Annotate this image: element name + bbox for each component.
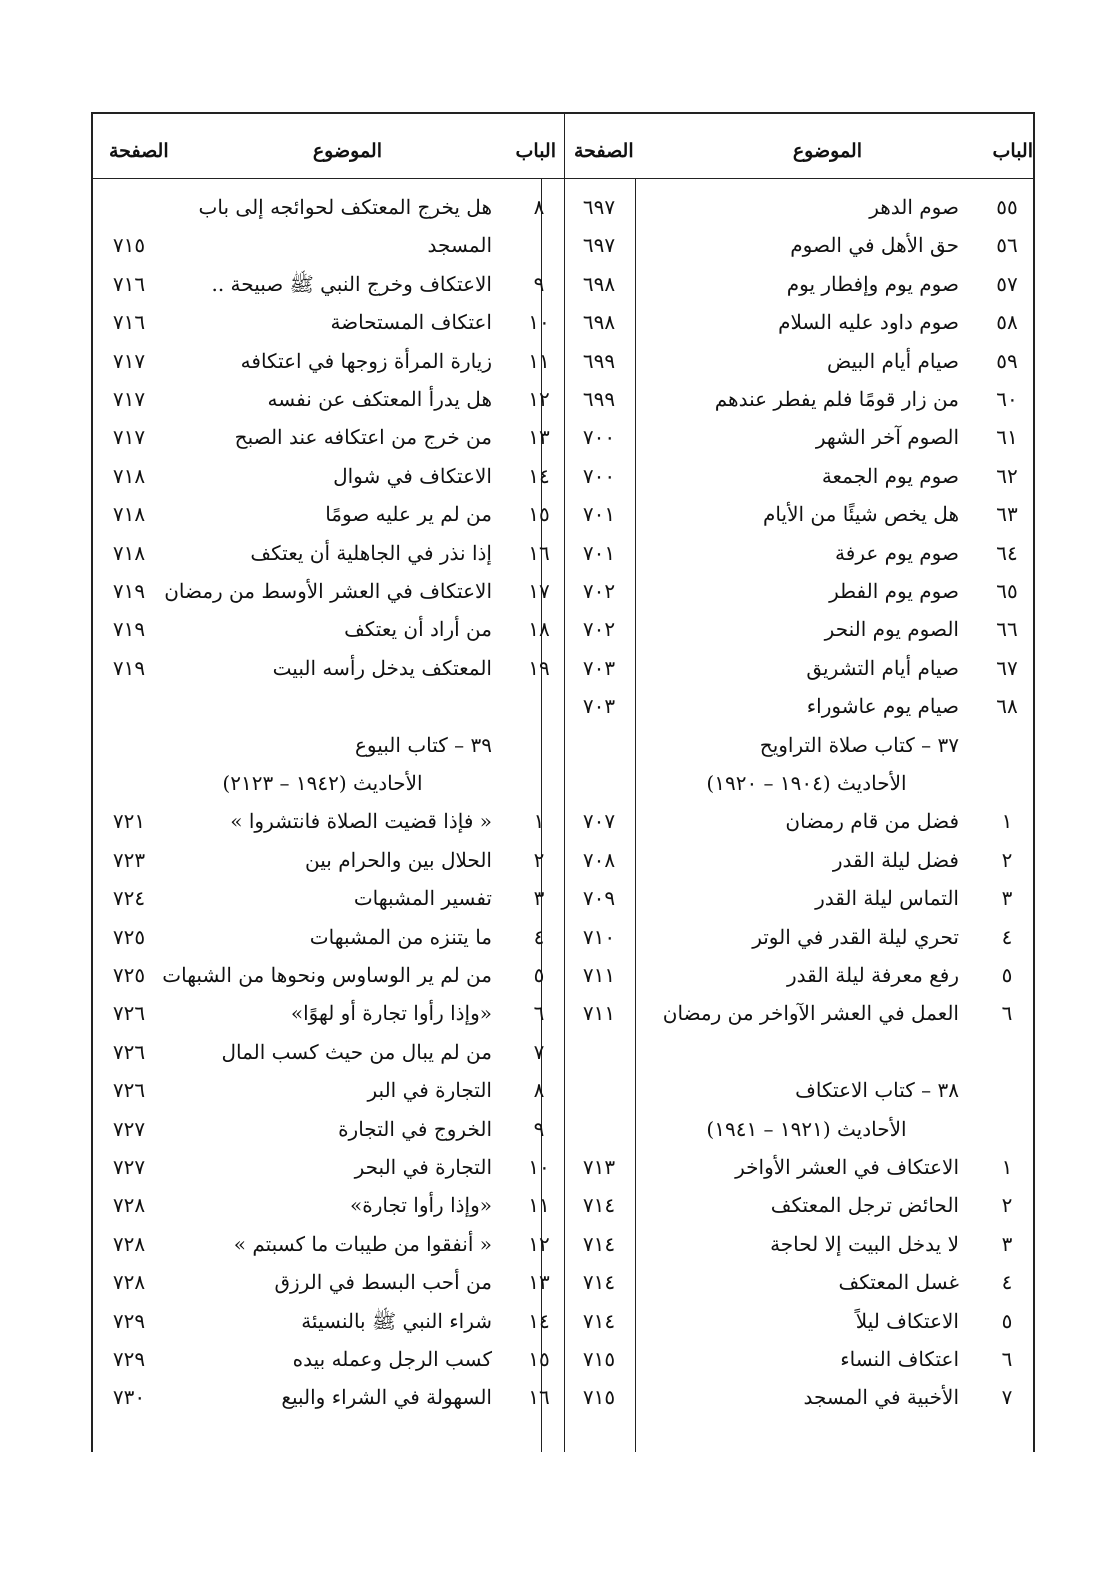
topic-title: الحائض ترجل المعتكف xyxy=(770,1193,959,1218)
hadith-range: الأحاديث (١٩٤٢ – ٢١٢٣) xyxy=(222,771,423,795)
chapter-number: ٥ xyxy=(1001,1308,1013,1333)
page-number: ٧٢٣ xyxy=(112,847,146,872)
chapter-number: ١٠ xyxy=(528,1155,550,1179)
topic-title: صيام يوم عاشوراء xyxy=(806,694,959,719)
topic-title: من لم يبال من حيث كسب المال xyxy=(221,1039,492,1064)
topic-title: الاعتكاف في شوال xyxy=(333,463,492,488)
index-entry-row xyxy=(93,380,564,418)
index-entry-row xyxy=(564,956,1037,994)
topic-title: صوم يوم الفطر xyxy=(829,579,959,603)
topic-title: التماس ليلة القدر xyxy=(815,886,959,911)
page-number: ٧١٧ xyxy=(112,348,146,373)
page-number: ٧١٤ xyxy=(582,1193,616,1218)
index-entry-row xyxy=(93,918,564,956)
topic-title: تفسير المشبهات xyxy=(353,886,492,911)
chapter-number: ٩ xyxy=(533,1116,545,1141)
topic-title: هل يخرج المعتكف لحوائجه إلى باب xyxy=(198,195,492,219)
index-entry-row xyxy=(93,841,564,879)
chapter-number: ٦ xyxy=(1001,1347,1013,1371)
chapter-number: ٦٠ xyxy=(996,387,1018,411)
page-number: ٧١١ xyxy=(582,963,616,987)
index-table xyxy=(91,112,1035,1452)
index-entry-row xyxy=(93,188,564,226)
chapter-number: ٦٦ xyxy=(996,617,1018,642)
index-entry-row xyxy=(93,457,564,495)
chapter-number: ١٢ xyxy=(528,387,550,411)
chapter-number: ١ xyxy=(1001,809,1013,834)
index-entry-row xyxy=(93,495,564,533)
header-chapter-left: الباب xyxy=(515,140,556,162)
index-entry-row xyxy=(564,1340,1037,1378)
topic-title: صيام أيام البيض xyxy=(826,348,959,373)
index-entry-row xyxy=(564,649,1037,687)
page-number: ٧٢٤ xyxy=(112,886,146,911)
index-entry-row xyxy=(564,610,1037,648)
chapter-number: ١٣ xyxy=(528,425,550,450)
page-number: ٧٠٠ xyxy=(582,425,616,450)
chapter-number: ١٤ xyxy=(528,463,550,488)
page-number: ٧٠٧ xyxy=(582,809,616,834)
page-number: ٧١٦ xyxy=(112,310,146,335)
page-number: ٧٠٨ xyxy=(582,847,616,872)
topic-title: صوم داود عليه السلام xyxy=(778,310,959,335)
chapter-number: ٢ xyxy=(1001,1193,1013,1218)
hadith-range: الأحاديث (١٩٢١ – ١٩٤١) xyxy=(706,1116,907,1141)
chapter-number: ١٧ xyxy=(528,579,550,603)
page-number: ٦٩٩ xyxy=(582,348,616,373)
topic-title: من خرج من اعتكافه عند الصبح xyxy=(234,425,492,450)
page-number: ٧١٠ xyxy=(582,924,616,949)
topic-title: صوم يوم الجمعة xyxy=(821,463,959,488)
page-number: ٧١٥ xyxy=(582,1385,616,1410)
index-entry-row xyxy=(564,342,1037,380)
page-number: ٧٠٢ xyxy=(582,617,616,642)
index-entry-row xyxy=(93,1110,564,1148)
index-entry-row xyxy=(93,879,564,917)
page-number: ٦٩٧ xyxy=(582,195,616,219)
page-number: ٧٠٣ xyxy=(582,694,616,719)
topic-title: « أنفقوا من طيبات ما كسبتم » xyxy=(233,1231,492,1256)
page-number: ٧١٩ xyxy=(112,579,146,603)
index-entry-row xyxy=(93,610,564,648)
topic-title: المعتكف يدخل رأسه البيت xyxy=(272,655,492,680)
index-entry-row xyxy=(93,1071,564,1109)
page-number: ٧١٦ xyxy=(112,271,146,296)
chapter-number: ١٢ xyxy=(528,1231,550,1256)
chapter-number: ٥٦ xyxy=(996,233,1018,258)
index-entry-row xyxy=(564,1263,1037,1301)
chapter-number: ١٩ xyxy=(528,655,550,680)
topic-title: صوم الدهر xyxy=(869,195,959,219)
index-entry-row xyxy=(93,1225,564,1263)
chapter-number: ٣ xyxy=(533,886,545,911)
chapter-number: ١٥ xyxy=(528,1347,550,1371)
hadith-range: الأحاديث (١٩٠٤ – ١٩٢٠) xyxy=(706,771,907,795)
blank-row xyxy=(93,687,564,725)
hadith-range-row xyxy=(564,1110,1037,1148)
index-entry-row xyxy=(93,1033,564,1071)
page-number: ٧٢٨ xyxy=(112,1270,146,1295)
hadith-range-row xyxy=(564,764,1037,802)
topic-title: اعتكاف المستحاضة xyxy=(330,310,492,335)
topic-title: إذا نذر في الجاهلية أن يعتكف xyxy=(250,540,492,565)
index-entry-row xyxy=(93,1340,564,1378)
index-entry-row xyxy=(564,1302,1037,1340)
page-number: ٧٠٩ xyxy=(582,886,616,911)
index-entry-row xyxy=(564,1148,1037,1186)
topic-title: من أراد أن يعتكف xyxy=(344,617,492,642)
page-number: ٧٢٧ xyxy=(112,1155,146,1179)
chapter-number: ٥٧ xyxy=(996,271,1018,296)
chapter-number: ٢ xyxy=(1001,847,1013,872)
chapter-number: ٥٥ xyxy=(996,195,1018,219)
index-entry-row xyxy=(93,226,564,264)
index-entry-row xyxy=(564,495,1037,533)
index-entry-row xyxy=(93,1186,564,1224)
book-heading-row xyxy=(564,1071,1037,1109)
index-entry-row xyxy=(93,418,564,456)
chapter-number: ١٦ xyxy=(528,540,550,565)
page-number: ٧٢٧ xyxy=(112,1116,146,1141)
chapter-number: ٢ xyxy=(533,847,545,872)
topic-title: الخروج في التجارة xyxy=(338,1116,492,1141)
topic-title: التجارة في البحر xyxy=(354,1155,492,1179)
topic-title: صوم يوم عرفة xyxy=(835,540,959,565)
topic-title: صيام أيام التشريق xyxy=(806,655,959,680)
page-number: ٧١٧ xyxy=(112,425,146,450)
book-heading: ٣٧ – كتاب صلاة التراويح xyxy=(759,732,959,757)
blank-row xyxy=(564,1033,1037,1071)
topic-title: من لم ير الوساوس ونحوها من الشبهات xyxy=(162,963,492,987)
page-number: ٧٢٩ xyxy=(112,1347,146,1371)
chapter-number: ٦٢ xyxy=(996,463,1018,488)
topic-title: من لم ير عليه صومًا xyxy=(325,502,492,527)
topic-title: فضل من قام رمضان xyxy=(785,809,959,834)
topic-title: اعتكاف النساء xyxy=(840,1347,959,1371)
index-entry-row xyxy=(93,649,564,687)
topic-title: رفع معرفة ليلة القدر xyxy=(786,963,959,987)
topic-title: حق الأهل في الصوم xyxy=(790,233,959,258)
header-chapter-right: الباب xyxy=(992,140,1033,162)
topic-title: الاعتكاف في العشر الأوسط من رمضان xyxy=(164,579,492,603)
index-entry-row xyxy=(564,226,1037,264)
page-number: ٦٩٨ xyxy=(582,310,616,335)
topic-title: التجارة في البر xyxy=(367,1078,492,1103)
index-entry-row xyxy=(93,1263,564,1301)
page-number: ٧٢٥ xyxy=(112,924,146,949)
chapter-number: ١ xyxy=(1001,1155,1013,1179)
topic-title: الصوم يوم النحر xyxy=(824,617,959,642)
index-entry-row xyxy=(564,687,1037,725)
page-number: ٧١٥ xyxy=(112,233,146,258)
chapter-number: ١ xyxy=(533,809,545,834)
topic-title: الاعتكاف وخرج النبي ﷺ صبيحة .. xyxy=(211,271,492,296)
topic-title: غسل المعتكف xyxy=(838,1270,959,1295)
book-heading-row xyxy=(93,726,564,764)
topic-title: صوم يوم وإفطار يوم xyxy=(786,271,959,296)
index-entry-row xyxy=(564,918,1037,956)
chapter-number: ٥٨ xyxy=(996,310,1018,335)
index-entry-row xyxy=(564,879,1037,917)
chapter-number: ١٠ xyxy=(528,310,550,335)
chapter-number: ١٥ xyxy=(528,502,550,527)
chapter-number: ٨ xyxy=(533,1078,545,1103)
page-number: ٧١٨ xyxy=(112,463,146,488)
topic-title: شراء النبي ﷺ بالنسيئة xyxy=(301,1308,492,1333)
page-number: ٧٢٩ xyxy=(112,1308,146,1333)
page-number: ٧٠١ xyxy=(582,502,616,527)
chapter-number: ١٨ xyxy=(528,617,550,642)
topic-title: كسب الرجل وعمله بيده xyxy=(292,1347,492,1371)
left-column xyxy=(93,114,564,1452)
page-number: ٧٠١ xyxy=(582,540,616,565)
chapter-number: ٩ xyxy=(533,271,545,296)
page-number: ٧٠٣ xyxy=(582,655,616,680)
index-entry-row xyxy=(93,1378,564,1416)
index-entry-row xyxy=(564,994,1037,1032)
chapter-number: ٦١ xyxy=(996,425,1018,450)
chapter-number: ٦٣ xyxy=(996,502,1018,527)
chapter-number: ٨ xyxy=(533,195,545,219)
topic-title: السهولة في الشراء والبيع xyxy=(281,1385,492,1410)
index-entry-row xyxy=(93,265,564,303)
index-entry-row xyxy=(93,1302,564,1340)
index-entry-row xyxy=(93,303,564,341)
topic-title: من زار قومًا فلم يفطر عندهم xyxy=(714,387,959,411)
header-topic-right: الموضوع xyxy=(792,140,862,162)
page-number: ٧١٨ xyxy=(112,502,146,527)
topic-title: هل يدرأ المعتكف عن نفسه xyxy=(267,387,492,411)
chapter-number: ١٤ xyxy=(528,1308,550,1333)
page-number: ٦٩٩ xyxy=(582,387,616,411)
page-number: ٧٢٦ xyxy=(112,1039,146,1064)
chapter-number: ٤ xyxy=(1001,924,1013,949)
page-number: ٧١٩ xyxy=(112,617,146,642)
index-entry-row xyxy=(564,265,1037,303)
index-entry-row xyxy=(564,572,1037,610)
topic-title: المسجد xyxy=(427,233,492,258)
chapter-number: ٦٨ xyxy=(996,694,1018,719)
topic-title: هل يخص شيئًا من الأيام xyxy=(763,502,959,527)
page-number: ٧٢٨ xyxy=(112,1231,146,1256)
topic-title: الاعتكاف في العشر الأواخر xyxy=(735,1155,959,1179)
chapter-number: ٤ xyxy=(1001,1270,1013,1295)
page-number: ٦٩٨ xyxy=(582,271,616,296)
header-page-left: الصفحة xyxy=(109,140,169,162)
page-number: ٧٢٦ xyxy=(112,1078,146,1103)
index-entry-row xyxy=(93,994,564,1032)
hadith-range-row xyxy=(93,764,564,802)
topic-title: «وإذا رأوا تجارة» xyxy=(349,1193,492,1218)
chapter-number: ٦٧ xyxy=(996,655,1018,680)
topic-title: زيارة المرأة زوجها في اعتكافه xyxy=(240,348,492,373)
index-entry-row xyxy=(564,1378,1037,1416)
index-entry-row xyxy=(564,380,1037,418)
index-entry-row xyxy=(564,457,1037,495)
index-entry-row xyxy=(93,956,564,994)
chapter-number: ٧ xyxy=(1001,1385,1013,1410)
chapter-number: ٦٥ xyxy=(996,579,1018,603)
index-entry-row xyxy=(93,572,564,610)
book-heading-row xyxy=(564,726,1037,764)
chapter-number: ٣ xyxy=(1001,1231,1013,1256)
chapter-number: ٧ xyxy=(533,1039,545,1064)
page-number: ٧٢٦ xyxy=(112,1001,146,1026)
chapter-number: ٥ xyxy=(1001,963,1013,987)
chapter-number: ١١ xyxy=(528,1193,550,1218)
page-number: ٧١٨ xyxy=(112,540,146,565)
topic-title: ما يتنزه من المشبهات xyxy=(309,924,492,949)
chapter-number: ١١ xyxy=(528,348,550,373)
topic-title: الاعتكاف ليلاً xyxy=(855,1308,959,1333)
page-number: ٧٢١ xyxy=(112,809,146,834)
chapter-number: ١٦ xyxy=(528,1385,550,1410)
index-entry-row xyxy=(93,534,564,572)
topic-title: تحري ليلة القدر في الوتر xyxy=(752,924,959,949)
index-entry-row xyxy=(93,802,564,840)
chapter-number: ٦ xyxy=(1001,1001,1013,1026)
chapter-number: ٦٤ xyxy=(996,540,1018,565)
topic-title: « فإذا قضيت الصلاة فانتشروا » xyxy=(230,809,492,834)
page-number: ٧٢٨ xyxy=(112,1193,146,1218)
index-entry-row xyxy=(93,1148,564,1186)
page-number: ٧١٥ xyxy=(582,1347,616,1371)
chapter-number: ٣ xyxy=(1001,886,1013,911)
topic-title: العمل في العشر الآواخر من رمضان xyxy=(662,1001,959,1026)
index-entry-row xyxy=(564,802,1037,840)
index-entry-row xyxy=(564,188,1037,226)
page-number: ٧١٤ xyxy=(582,1231,616,1256)
page-number: ٧١٣ xyxy=(582,1155,616,1179)
topic-title: الأخبية في المسجد xyxy=(803,1385,959,1410)
index-entry-row xyxy=(564,418,1037,456)
book-heading: ٣٩ – كتاب البيوع xyxy=(354,732,492,757)
page-number: ٧١٩ xyxy=(112,655,146,680)
header-page-right: الصفحة xyxy=(574,140,634,162)
topic-title: الحلال بين والحرام بين xyxy=(305,847,492,872)
page-number: ٧١٤ xyxy=(582,1270,616,1295)
page-number: ٧٢٥ xyxy=(112,963,146,987)
chapter-number: ٦ xyxy=(533,1001,545,1026)
topic-title: «وإذا رأوا تجارة أو لهوًا» xyxy=(290,1001,492,1026)
page-number: ٧٣٠ xyxy=(112,1385,146,1410)
topic-title: من أحب البسط في الرزق xyxy=(274,1270,492,1295)
page-number: ٧١٤ xyxy=(582,1308,616,1333)
page-number: ٧١٧ xyxy=(112,387,146,411)
index-entry-row xyxy=(564,1186,1037,1224)
page-number: ٦٩٧ xyxy=(582,233,616,258)
index-entry-row xyxy=(564,303,1037,341)
chapter-number: ١٣ xyxy=(528,1270,550,1295)
index-entry-row xyxy=(93,342,564,380)
chapter-number: ٤ xyxy=(533,924,545,949)
book-heading: ٣٨ – كتاب الاعتكاف xyxy=(795,1078,959,1103)
index-entry-row xyxy=(564,841,1037,879)
chapter-number: ٥٩ xyxy=(996,348,1018,373)
index-entry-row xyxy=(564,1225,1037,1263)
header-topic-left: الموضوع xyxy=(312,140,382,162)
index-entry-row xyxy=(564,534,1037,572)
page-number: ٧٠٠ xyxy=(582,463,616,488)
topic-title: فضل ليلة القدر xyxy=(832,847,959,872)
topic-title: لا يدخل البيت إلا لحاجة xyxy=(770,1231,959,1256)
page-number: ٧٠٢ xyxy=(582,579,616,603)
topic-title: الصوم آخر الشهر xyxy=(815,425,959,450)
right-column xyxy=(564,114,1037,1452)
page-number: ٧١١ xyxy=(582,1001,616,1026)
chapter-number: ٥ xyxy=(533,963,545,987)
